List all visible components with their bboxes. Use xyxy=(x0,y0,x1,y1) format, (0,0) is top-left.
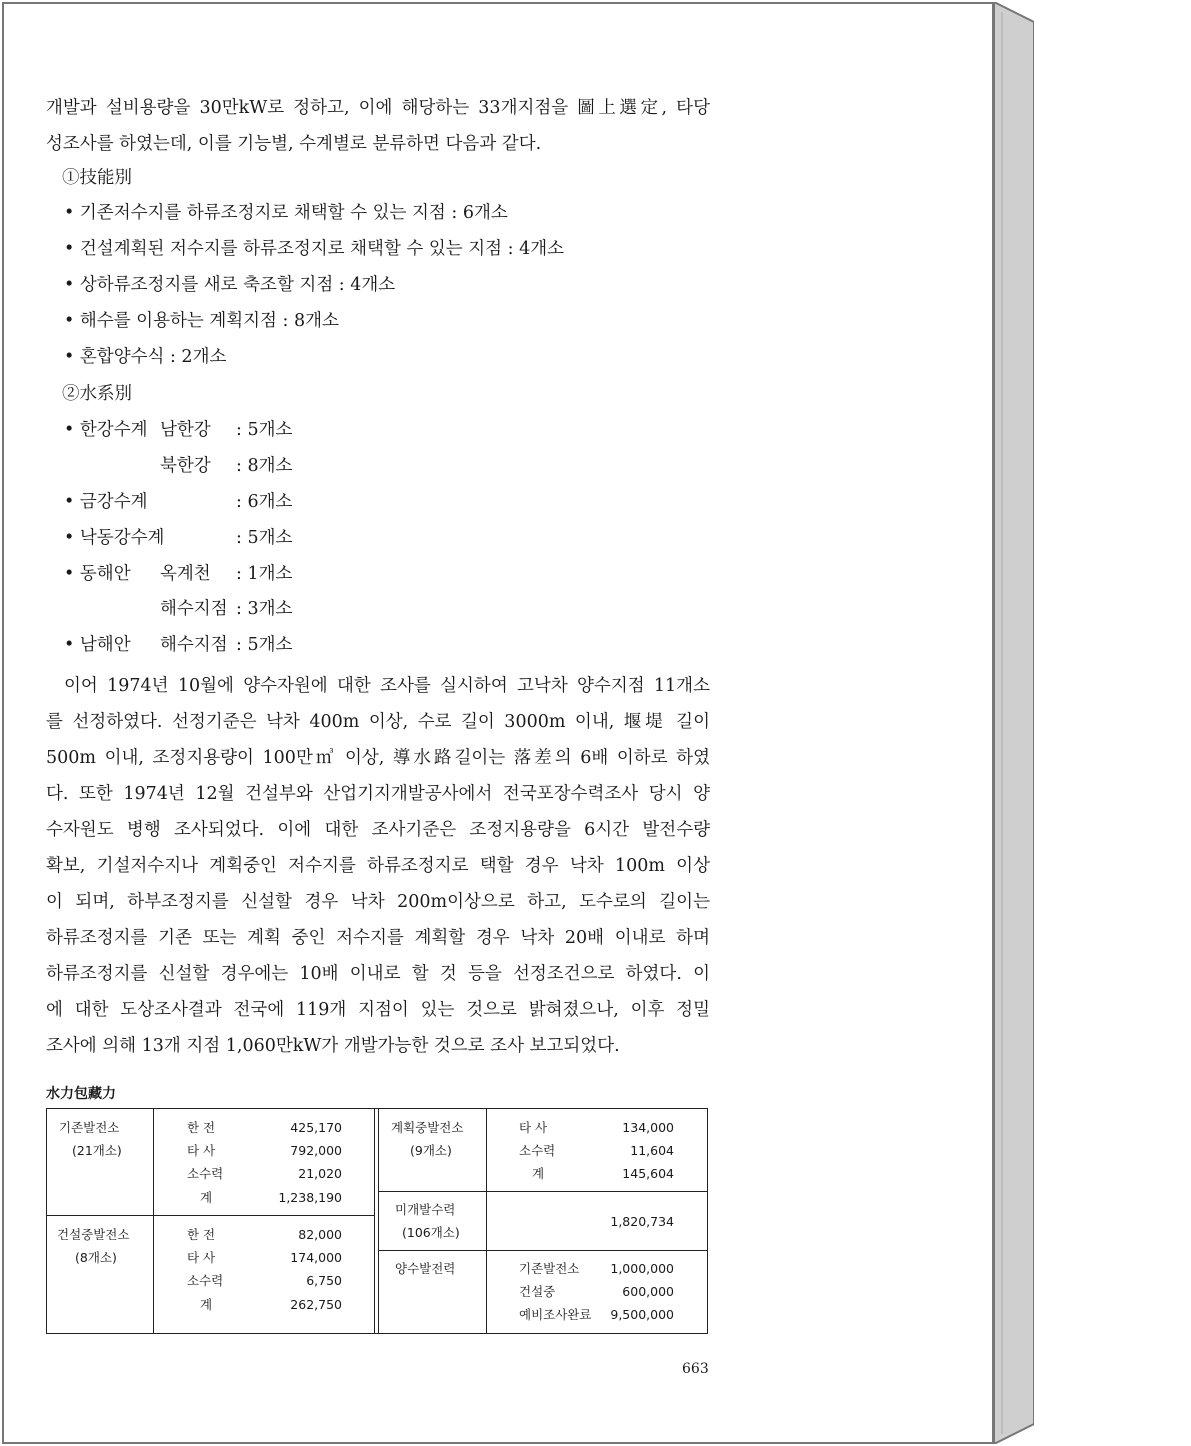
undeveloped-count: (106개소) xyxy=(402,1225,460,1240)
intro-line-2: 성조사를 하였는데, 이를 기능별, 수계별로 분류하면 다음과 같다. xyxy=(46,134,542,154)
pumped-row-value: 1,000,000 xyxy=(610,1261,674,1276)
water-system-sub: 해수지점 xyxy=(160,635,228,655)
planned-row-label: 계 xyxy=(532,1166,545,1181)
water-system-name: • 남해안 xyxy=(64,635,131,655)
pumped-row-label: 건설중 xyxy=(519,1284,556,1299)
construction-row-label: 한 전 xyxy=(187,1227,216,1242)
table-title: 水力包藏力 xyxy=(46,1086,116,1102)
water-system-count: : 8개소 xyxy=(236,456,293,476)
body-line: 조사에 의해 13개 지점 1,060만kW가 개발가능한 것으로 조사 보고되었다. xyxy=(46,1036,620,1056)
table-divider xyxy=(47,1215,374,1216)
functional-item: • 해수를 이용하는 계획지점 : 8개소 xyxy=(64,311,339,331)
planned-row-value: 11,604 xyxy=(630,1143,674,1158)
planned-row-label: 소수력 xyxy=(519,1143,556,1158)
water-system-sub: 옥계천 xyxy=(160,564,211,584)
existing-row-label: 계 xyxy=(200,1190,213,1205)
planned-row-value: 134,000 xyxy=(622,1120,674,1135)
pumped-label: 양수발전력 xyxy=(395,1261,456,1276)
construction-row-value: 6,750 xyxy=(306,1273,342,1288)
construction-row-value: 262,750 xyxy=(290,1297,342,1312)
functional-item: • 건설계획된 저수지를 하류조정지로 채택할 수 있는 지점 : 4개소 xyxy=(64,239,565,259)
construction-label: 건설중발전소 xyxy=(57,1227,130,1242)
functional-item: • 상하류조정지를 새로 축조할 지점 : 4개소 xyxy=(64,275,396,295)
pumped-row-label: 예비조사완료 xyxy=(519,1307,592,1322)
water-system-sub: 남한강 xyxy=(160,420,211,440)
pumped-row-value: 9,500,000 xyxy=(610,1307,674,1322)
water-system-sub: 해수지점 xyxy=(160,599,228,619)
table-divider xyxy=(378,1109,379,1333)
body-line: 이 되며, 하부조정지를 신설할 경우 낙차 200m이상으로 하고, 도수로의 길이는 xyxy=(46,892,710,912)
water-system-count: : 3개소 xyxy=(236,599,293,619)
water-system-name: • 낙동강수계 xyxy=(64,528,165,548)
undeveloped-label: 미개발수력 xyxy=(395,1202,456,1217)
functional-item: • 혼합양수식 : 2개소 xyxy=(64,347,227,367)
water-system-count: : 5개소 xyxy=(236,420,293,440)
existing-row-label: 타 사 xyxy=(187,1143,216,1158)
construction-row-value: 82,000 xyxy=(298,1227,342,1242)
construction-row-label: 계 xyxy=(200,1297,213,1312)
body-line: 에 대한 도상조사결과 전국에 119개 지점이 있는 것으로 밝혀졌으나, 이후 정밀 xyxy=(46,1000,710,1020)
table-divider xyxy=(374,1109,375,1333)
existing-row-label: 소수력 xyxy=(187,1166,224,1181)
water-system-name: • 한강수계 xyxy=(64,420,148,440)
intro-paragraph xyxy=(46,90,710,162)
water-system-sub: 북한강 xyxy=(160,456,211,476)
table-divider xyxy=(486,1109,487,1333)
body-paragraph xyxy=(46,668,710,1064)
water-system-count: : 5개소 xyxy=(236,528,293,548)
body-line: 를 선정하였다. 선정기준은 낙차 400m 이상, 수로 길이 3000m 이내, 堰堤 길이 xyxy=(46,712,710,732)
functional-item: • 기존저수지를 하류조정지로 채택할 수 있는 지점 : 6개소 xyxy=(64,203,508,223)
functional-heading: ①技能別 xyxy=(62,168,132,188)
body-line: 하류조정지를 기존 또는 계획 중인 저수지를 계획할 경우 낙차 20배 이내로 하며 xyxy=(46,928,710,948)
book-spine-edge xyxy=(994,2,1034,1444)
water-system-count: : 1개소 xyxy=(236,564,293,584)
water-system-count: : 6개소 xyxy=(236,492,293,512)
water-system-count: : 5개소 xyxy=(236,635,293,655)
construction-count: (8개소) xyxy=(75,1250,117,1265)
page-number: 663 xyxy=(682,1361,709,1377)
body-line: 수자원도 병행 조사되었다. 이에 대한 조사기준은 조정지용량을 6시간 발전수량 xyxy=(46,820,710,840)
undeveloped-value: 1,820,734 xyxy=(610,1214,674,1229)
table-divider xyxy=(378,1191,707,1192)
construction-row-label: 타 사 xyxy=(187,1250,216,1265)
body-line: 500m 이내, 조정지용량이 100만㎥ 이상, 導水路길이는 落差의 6배 이하로 하였 xyxy=(46,748,710,768)
planned-label: 계획중발전소 xyxy=(391,1120,464,1135)
existing-row-value: 425,170 xyxy=(290,1120,342,1135)
table-divider xyxy=(378,1250,707,1251)
body-line: 확보, 기설저수지나 계획중인 저수지를 하류조정지로 택할 경우 낙차 100m 이상 xyxy=(46,856,710,876)
intro-line-1: 개발과 설비용량을 30만kW로 정하고, 이에 해당하는 33개지점을 圖上選定, 타당 xyxy=(46,98,710,118)
water-system-heading: ②水系別 xyxy=(62,384,132,404)
pumped-row-label: 기존발전소 xyxy=(519,1261,580,1276)
existing-row-label: 한 전 xyxy=(187,1120,216,1135)
water-system-name: • 금강수계 xyxy=(64,492,148,512)
table-divider xyxy=(153,1109,154,1333)
construction-row-value: 174,000 xyxy=(290,1250,342,1265)
water-system-name: • 동해안 xyxy=(64,564,131,584)
existing-row-value: 21,020 xyxy=(298,1166,342,1181)
construction-row-label: 소수력 xyxy=(187,1273,224,1288)
planned-count: (9개소) xyxy=(410,1143,452,1158)
pumped-row-value: 600,000 xyxy=(622,1284,674,1299)
hydro-potential-table xyxy=(46,1108,708,1334)
planned-row-label: 타 사 xyxy=(519,1120,548,1135)
existing-label: 기존발전소 xyxy=(59,1120,120,1135)
body-line: 이어 1974년 10월에 양수자원에 대한 조사를 실시하여 고낙차 양수지점 11개소 xyxy=(64,676,710,696)
existing-count: (21개소) xyxy=(72,1143,122,1158)
planned-row-value: 145,604 xyxy=(622,1166,674,1181)
existing-row-value: 1,238,190 xyxy=(278,1190,342,1205)
body-line: 다. 또한 1974년 12월 건설부와 산업기지개발공사에서 전국포장수력조사 당시 양 xyxy=(46,784,710,804)
existing-row-value: 792,000 xyxy=(290,1143,342,1158)
body-line: 하류조정지를 신설할 경우에는 10배 이내로 할 것 등을 선정조건으로 하였다. 이 xyxy=(46,964,710,984)
